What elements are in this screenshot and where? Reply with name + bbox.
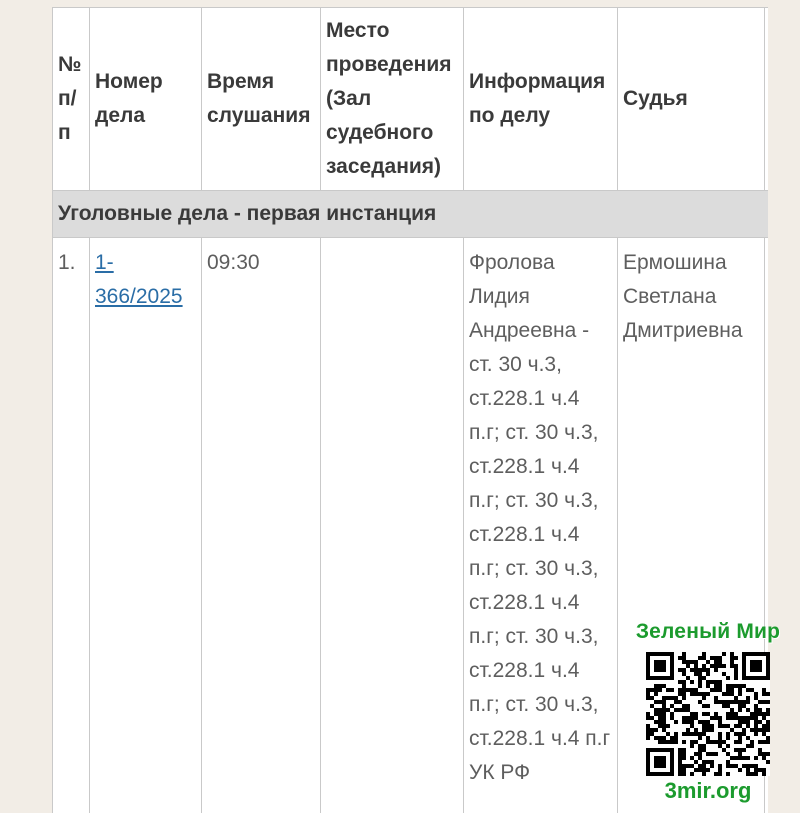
row-num: 1. — [53, 238, 90, 813]
header-time: Время слушания — [202, 8, 321, 191]
case-number-link[interactable]: 1-366/2025 — [95, 251, 183, 308]
header-place: Место проведения (Зал судебного заседания) — [321, 8, 464, 191]
row-time: 09:30 — [202, 238, 321, 813]
header-num: № п/п — [53, 8, 90, 191]
section-title: Уголовные дела - первая инстанция — [53, 191, 800, 238]
row-case-number-cell — [90, 238, 202, 813]
watermark-title: Зеленый Мир — [635, 620, 781, 643]
header-case-number: Номер дела — [90, 8, 202, 191]
header-judge: Судья — [618, 8, 765, 191]
left-margin — [0, 0, 52, 813]
row-info: Фролова Лидия Андреевна - ст. 30 ч.3, ст.228.1 ч.4 п.г; ст. 30 ч.3, ст.228.1 ч.4 п.г; ст. 30 ч.3, ст.228.1 ч.4 п.г; ст. 30 ч.3, ст.228.1 ч.4 п.г; ст. 30 ч.3, ст.228.1 ч.4 п.г; ст. 30 ч.3, ст.228.1 ч.4 п.г УК РФ — [464, 238, 618, 813]
section-row — [53, 191, 800, 238]
row-place — [321, 238, 464, 813]
row-judge: Ермошина Светлана Дмитриевна — [618, 238, 765, 813]
header-info: Информация по делу — [464, 8, 618, 191]
qr-code-icon — [646, 652, 770, 776]
watermark-url: 3mir.org — [664, 778, 752, 803]
table-header-row — [53, 8, 800, 191]
watermark — [628, 620, 788, 810]
